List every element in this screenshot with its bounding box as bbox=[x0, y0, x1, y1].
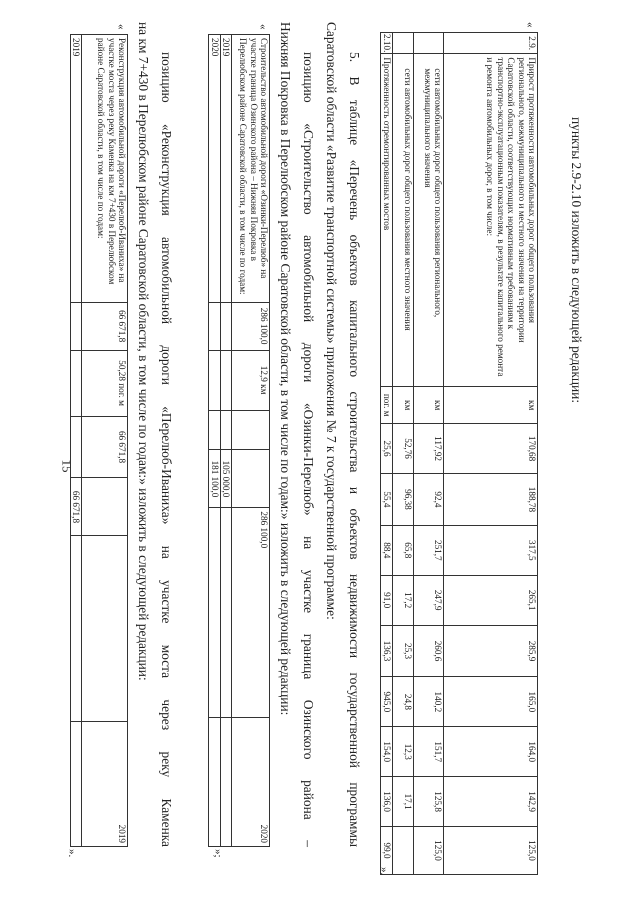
indicators-table bbox=[380, 32, 538, 875]
table-row: 2019 105 000,0 bbox=[220, 35, 231, 847]
paragraph-5-line-2: Саратовской области «Развитие транспортной системы» приложения № 7 к государственной программе: bbox=[324, 22, 339, 620]
object-table-ozinki-pereljub bbox=[208, 34, 270, 847]
paragraph-6-line-1: позицию «Реконструкция автомобильной дороги «Перелюб-Иваниха» на участке моста через реку Каменка bbox=[159, 52, 174, 847]
rotated-page-content bbox=[0, 22, 588, 882]
paragraph-5-line-1: 5. В таблице «Перечень объектов капитального строительства и объектов недвижимости государственной программы bbox=[347, 52, 362, 847]
table-row: 2.10. Протяженность отремонтированных мостов пог. м 25,6 55,4 88,4 91,0 136,3 945,0 154,0 136,0 99,0 bbox=[381, 33, 393, 875]
paragraph-5-line-3: позицию «Строительство автомобильной дороги «Озинки-Перелюб» на участке граница Озинского района – bbox=[301, 52, 316, 847]
page-number: 15 bbox=[59, 459, 75, 473]
table-row: Реконструкция автомобильной дороги «Перелюб-Иваниха» на участке моста через реку Каменка на км 7+430 в Перелюбском районе Саратовской области, в том числе по годам: 66 671,8 50,28 пог. м 66 671,8 2019 bbox=[82, 35, 128, 847]
paragraph-5-line-4: Нижняя Покровка в Перелюбском районе Саратовской области, в том числе по годам:» изложить в следующей редакции: bbox=[278, 22, 293, 716]
quote-close: ». bbox=[66, 849, 78, 858]
table-row: 2.9. Прирост протяженности автомобильных дорог общего пользования регионального, межмуниципального и местного значения на территории Саратовской области, соответствующих нормативным требованиям к транспортно-эксплуатационным показателям, в результате капитального ремонта и ремонта автомобильных дорог, в том числе: км 170,68 188,78 317,5 265,1 285,9 165,0 164,0 142,9 125,0 bbox=[444, 33, 538, 875]
table-row: Строительство автомобильной дороги «Озинки-Перелюб» на участке граница Озинского района – Нижняя Покровка в Перелюбском районе Саратовской области, в том числе по годам: 286 100,0 12,9 км 286 100,0 2020 bbox=[232, 35, 270, 847]
quote-open: « bbox=[524, 22, 536, 28]
quote-open: « bbox=[257, 24, 269, 30]
quote-close: »; bbox=[212, 849, 224, 858]
table-row: 2020 181 100,0 bbox=[209, 35, 220, 847]
intro-text: пункты 2.9-2.10 изложить в следующей редакции: bbox=[569, 117, 584, 404]
table-row: сети автомобильных дорог общего пользования регионального, межмуниципального значения км 117,92 92,4 251,7 247,9 260,6 140,2 151,7 125,8 125,0 bbox=[414, 33, 444, 875]
paragraph-6-line-2: на км 7+430 в Перелюбском районе Саратовской области, в том числе по годам:» изложить в следующей редакции: bbox=[136, 22, 151, 681]
table-row: сети автомобильных дорог общего пользования местного значения км 52,76 96,38 65,8 17,2 25,3 24,8 12,3 17,1 bbox=[393, 33, 414, 875]
quote-close: ». bbox=[378, 867, 390, 876]
table-row: 2019 66 671,8 bbox=[70, 35, 81, 847]
quote-open: « bbox=[115, 24, 127, 30]
object-table-pereljub-ivanikha bbox=[70, 34, 128, 847]
